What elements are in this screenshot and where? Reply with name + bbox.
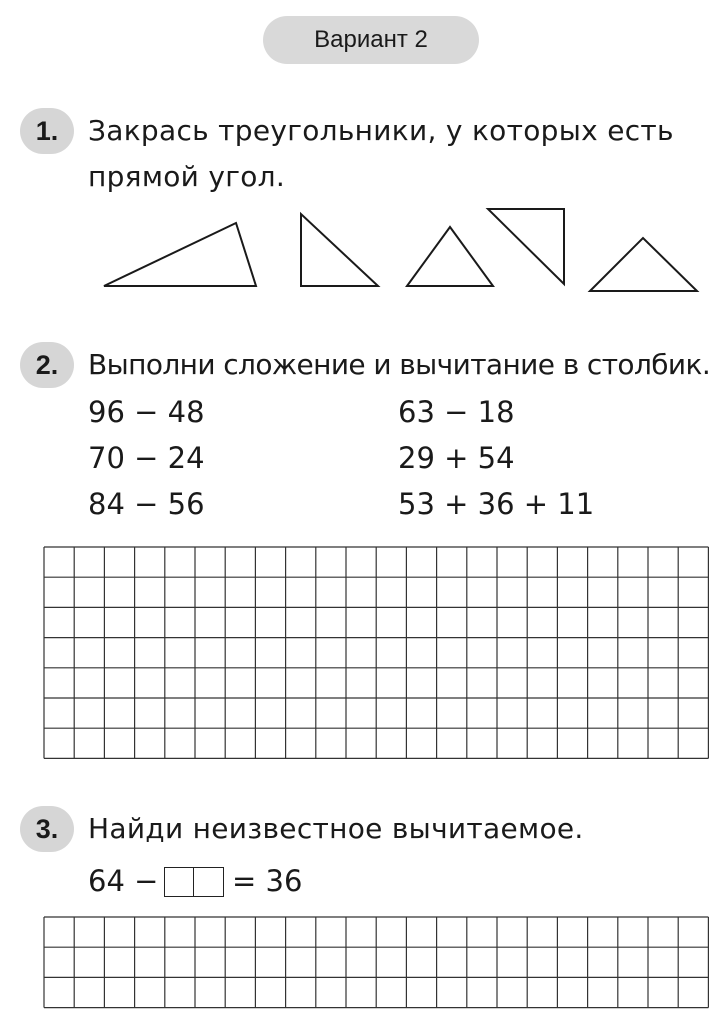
equation-right: = 36 (232, 864, 303, 898)
task1-number: 1. (20, 108, 74, 154)
equation-left: 64 − (88, 864, 159, 898)
task2-text: Выполни сложение и вычитание в столбик. (88, 348, 711, 381)
task3-number: 3. (20, 806, 74, 852)
expression: 70 − 24 (88, 441, 205, 475)
task1-text-line1: Закрась треугольники, у которых есть (88, 114, 674, 147)
expression: 96 − 48 (88, 395, 205, 429)
variant-label: Вариант 2 (263, 16, 479, 64)
task3-text: Найди неизвестное вычитаемое. (88, 812, 584, 845)
task1-text-line2: прямой угол. (88, 160, 286, 193)
expression: 84 − 56 (88, 487, 205, 521)
expression: 29 + 54 (398, 441, 515, 475)
expression: 53 + 36 + 11 (398, 487, 595, 521)
task2-number: 2. (20, 342, 74, 388)
expression: 63 − 18 (398, 395, 515, 429)
